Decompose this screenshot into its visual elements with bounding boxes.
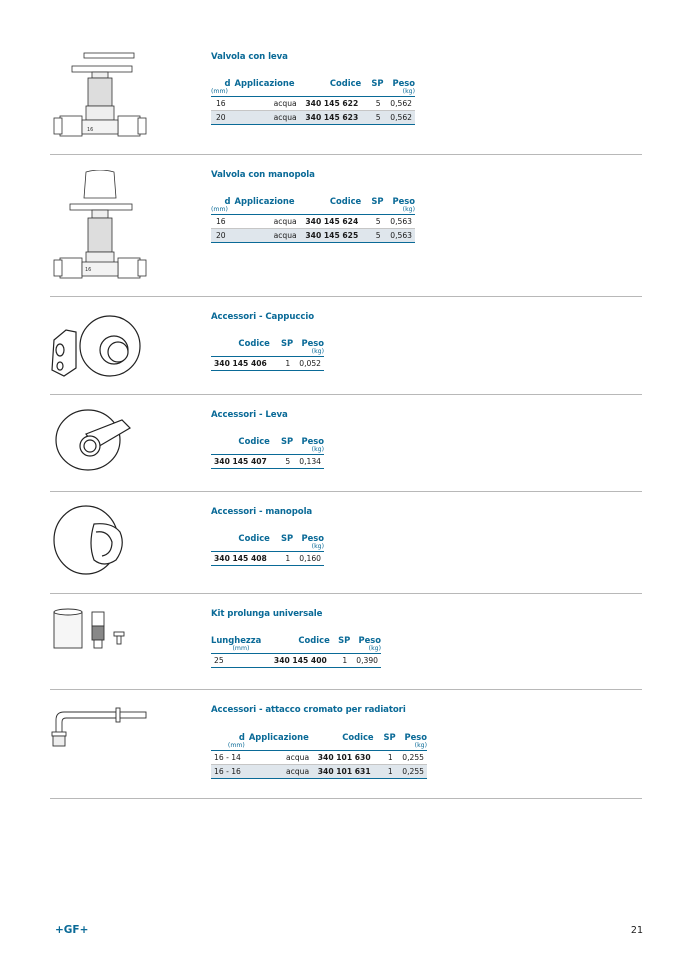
spec-table-valvola-leva — [211, 76, 415, 125]
table-row — [211, 229, 415, 243]
unit-peso: (kg) — [384, 88, 415, 97]
header-sp: SP — [281, 338, 294, 348]
unit-peso: (kg) — [293, 543, 324, 552]
table-row — [211, 552, 324, 566]
cell-codice: 340 101 631 — [312, 765, 373, 779]
lever-accessory-illustration — [50, 404, 140, 478]
unit-peso: (kg) — [350, 645, 381, 654]
valve-with-knob-illustration — [52, 170, 150, 286]
table-row — [211, 97, 415, 111]
cell-codice: 340 145 407 — [211, 455, 270, 469]
header-peso: Peso — [301, 338, 324, 348]
unit-peso: (kg) — [293, 348, 324, 357]
cell-peso: 0,052 — [293, 357, 324, 371]
header-sp: SP — [281, 436, 294, 446]
cell-peso: 0,563 — [384, 215, 415, 229]
cell-codice: 340 145 624 — [300, 215, 362, 229]
cell-applicazione: acqua — [231, 97, 300, 111]
cell-codice: 340 145 406 — [211, 357, 270, 371]
header-codice: Codice — [329, 78, 362, 88]
section-title-valvola-leva: Valvola con leva — [211, 52, 288, 62]
header-sp: SP — [338, 635, 351, 645]
cell-sp: 5 — [361, 111, 383, 125]
spec-table-leva — [211, 434, 324, 469]
valve-size-label: 16 — [87, 127, 94, 133]
table-row — [211, 765, 427, 779]
cell-codice: 340 145 623 — [300, 111, 362, 125]
section-divider — [50, 296, 642, 297]
spec-table-attacco-cromato — [211, 730, 427, 779]
section-title-leva: Accessori - Leva — [211, 410, 288, 420]
section-title-kit-prolunga: Kit prolunga universale — [211, 609, 323, 619]
header-peso: Peso — [301, 436, 324, 446]
cell-d: 20 — [211, 229, 231, 243]
cell-codice: 340 145 408 — [211, 552, 270, 566]
header-codice: Codice — [342, 732, 374, 742]
header-codice: Codice — [238, 533, 270, 543]
table-row — [211, 455, 324, 469]
cell-d: 16 - 14 — [211, 751, 245, 765]
section-divider — [50, 491, 642, 492]
header-d: d — [238, 732, 245, 742]
knob-accessory-illustration — [50, 502, 130, 584]
table-row — [211, 357, 324, 371]
cell-peso: 0,134 — [293, 455, 324, 469]
unit-peso: (kg) — [396, 742, 427, 751]
header-codice: Codice — [329, 196, 362, 206]
cell-sp: 1 — [270, 357, 293, 371]
section-title-valvola-manopola: Valvola con manopola — [211, 170, 315, 180]
header-peso: Peso — [392, 196, 415, 206]
header-sp: SP — [371, 196, 384, 206]
unit-d: (mm) — [211, 206, 231, 215]
cell-peso: 0,255 — [396, 765, 427, 779]
cell-peso: 0,390 — [350, 654, 381, 668]
section-title-cappuccio: Accessori - Cappuccio — [211, 312, 315, 322]
valve-size-label: 16 — [85, 267, 92, 273]
section-title-manopola: Accessori - manopola — [211, 507, 313, 517]
cell-applicazione: acqua — [231, 229, 300, 243]
section-divider — [50, 798, 642, 799]
cell-peso: 0,255 — [396, 751, 427, 765]
cell-sp: 5 — [361, 215, 383, 229]
unit-d: (mm) — [211, 88, 231, 97]
section-title-attacco-cromato: Accessori - attacco cromato per radiatori — [211, 705, 406, 715]
cell-sp: 1 — [374, 765, 396, 779]
cell-applicazione: acqua — [231, 215, 300, 229]
header-peso: Peso — [301, 533, 324, 543]
section-divider — [50, 593, 642, 594]
header-peso: Peso — [358, 635, 381, 645]
cell-peso: 0,562 — [384, 111, 415, 125]
cell-sp: 1 — [270, 552, 293, 566]
table-row — [211, 751, 427, 765]
cell-codice: 340 145 622 — [300, 97, 362, 111]
header-applicazione: Applicazione — [234, 78, 295, 88]
cap-accessory-illustration — [46, 310, 146, 392]
header-codice: Codice — [298, 635, 330, 645]
cell-sp: 1 — [330, 654, 350, 668]
spec-table-kit-prolunga — [211, 633, 381, 668]
cell-d: 20 — [211, 111, 231, 125]
header-peso: Peso — [404, 732, 427, 742]
cell-applicazione: acqua — [231, 111, 300, 125]
cell-codice: 340 145 625 — [300, 229, 362, 243]
header-sp: SP — [371, 78, 384, 88]
header-d: d — [224, 78, 231, 88]
gf-logo: +GF+ — [55, 924, 89, 936]
section-divider — [50, 394, 642, 395]
table-row — [211, 111, 415, 125]
cell-sp: 1 — [374, 751, 396, 765]
valve-with-lever-illustration — [52, 48, 150, 144]
header-lunghezza: Lunghezza — [211, 635, 262, 645]
header-d: d — [224, 196, 231, 206]
unit-d: (mm) — [211, 742, 245, 751]
unit-lunghezza: (mm) — [211, 645, 271, 654]
table-row — [211, 215, 415, 229]
spec-table-manopola — [211, 531, 324, 566]
cell-lunghezza: 25 — [211, 654, 271, 668]
section-divider — [50, 154, 642, 155]
header-applicazione: Applicazione — [234, 196, 295, 206]
header-sp: SP — [383, 732, 396, 742]
header-peso: Peso — [392, 78, 415, 88]
header-codice: Codice — [238, 436, 270, 446]
unit-peso: (kg) — [293, 446, 324, 455]
chrome-radiator-connector-illustration — [50, 702, 150, 754]
cell-sp: 5 — [361, 97, 383, 111]
cell-d: 16 — [211, 215, 231, 229]
cell-codice: 340 101 630 — [312, 751, 373, 765]
cell-applicazione: acqua — [245, 765, 312, 779]
cell-applicazione: acqua — [245, 751, 312, 765]
header-applicazione: Applicazione — [248, 732, 309, 742]
table-row — [211, 654, 381, 668]
cell-peso: 0,562 — [384, 97, 415, 111]
cell-codice: 340 145 400 — [271, 654, 330, 668]
header-sp: SP — [281, 533, 294, 543]
cell-d: 16 — [211, 97, 231, 111]
spec-table-cappuccio — [211, 336, 324, 371]
cell-d: 16 - 16 — [211, 765, 245, 779]
header-codice: Codice — [238, 338, 270, 348]
unit-peso: (kg) — [384, 206, 415, 215]
section-divider — [50, 689, 642, 690]
cell-peso: 0,563 — [384, 229, 415, 243]
page-number: 21 — [630, 925, 643, 936]
extension-kit-illustration — [50, 606, 130, 656]
cell-sp: 5 — [361, 229, 383, 243]
cell-peso: 0,160 — [293, 552, 324, 566]
cell-sp: 5 — [270, 455, 293, 469]
spec-table-valvola-manopola — [211, 194, 415, 243]
